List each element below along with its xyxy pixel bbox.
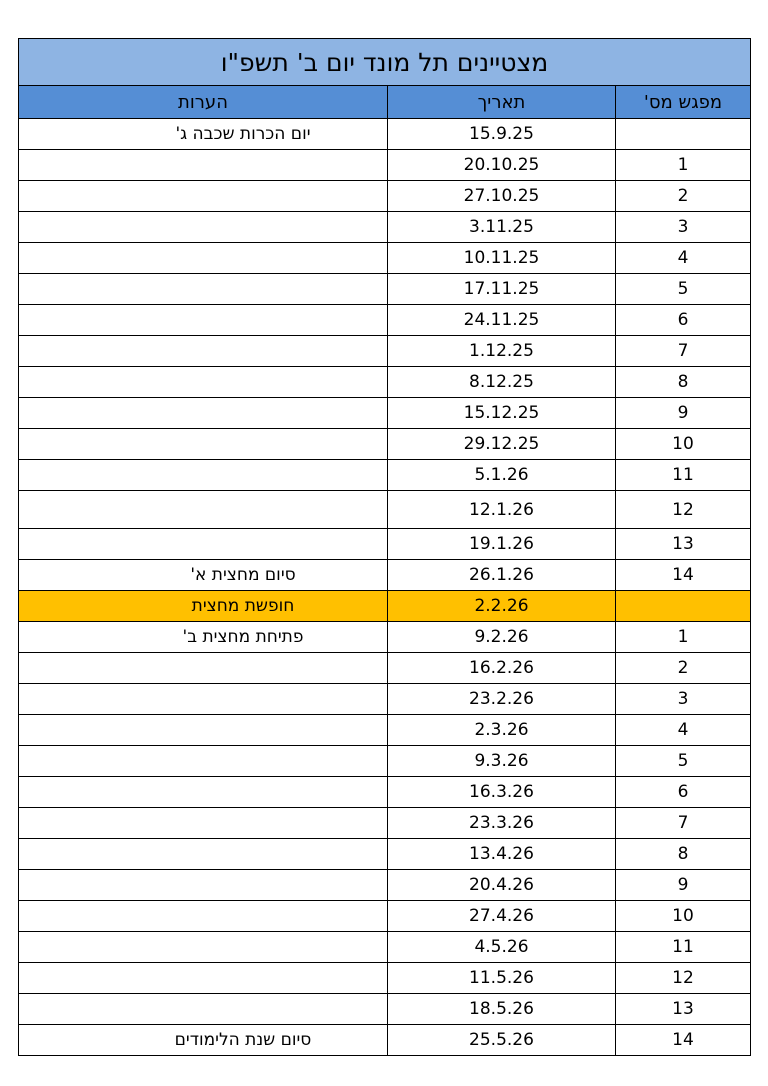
meeting-number-cell: 11: [616, 460, 751, 491]
date-cell: 26.1.26: [388, 560, 616, 591]
notes-cell: [19, 243, 388, 274]
meeting-number-cell: 2: [616, 653, 751, 684]
header-row: [19, 86, 751, 119]
table-row: [19, 460, 751, 491]
meeting-number-cell: 2: [616, 181, 751, 212]
meeting-number-cell: 9: [616, 398, 751, 429]
table-row: [19, 305, 751, 336]
notes-cell: [19, 746, 388, 777]
table-row: [19, 839, 751, 870]
table-title: מצטיינים תל מונד יום ב' תשפ"ו: [19, 39, 751, 86]
date-cell: 16.2.26: [388, 653, 616, 684]
meeting-number-cell: 11: [616, 932, 751, 963]
meeting-number-cell: 12: [616, 963, 751, 994]
meeting-number-cell: 1: [616, 622, 751, 653]
title-row: [19, 39, 751, 86]
table-row: [19, 1025, 751, 1056]
table-row: [19, 963, 751, 994]
date-cell: 19.1.26: [388, 529, 616, 560]
date-cell: 11.5.26: [388, 963, 616, 994]
date-cell: 1.12.25: [388, 336, 616, 367]
table-row: [19, 274, 751, 305]
notes-cell: [19, 994, 388, 1025]
table-row: [19, 994, 751, 1025]
table-row: [19, 622, 751, 653]
meeting-number-cell: 1: [616, 150, 751, 181]
meeting-number-cell: 10: [616, 901, 751, 932]
meeting-number-cell: 6: [616, 305, 751, 336]
table-row: [19, 932, 751, 963]
meeting-number-cell: 3: [616, 684, 751, 715]
notes-cell: [19, 398, 388, 429]
table-row: [19, 808, 751, 839]
table-row: [19, 119, 751, 150]
date-cell: 13.4.26: [388, 839, 616, 870]
date-cell: 15.9.25: [388, 119, 616, 150]
notes-cell: [19, 839, 388, 870]
meeting-number-cell: 6: [616, 777, 751, 808]
table-row: [19, 684, 751, 715]
date-cell: 23.2.26: [388, 684, 616, 715]
meeting-number-cell: 9: [616, 870, 751, 901]
table-row: [19, 560, 751, 591]
meeting-number-cell: 4: [616, 243, 751, 274]
date-cell: 27.4.26: [388, 901, 616, 932]
meeting-number-cell: 7: [616, 808, 751, 839]
notes-cell: [19, 932, 388, 963]
date-cell: 17.11.25: [388, 274, 616, 305]
notes-cell: [19, 305, 388, 336]
notes-cell: פתיחת מחצית ב': [19, 622, 388, 653]
notes-cell: [19, 808, 388, 839]
meeting-number-cell: 14: [616, 1025, 751, 1056]
date-cell: 27.10.25: [388, 181, 616, 212]
notes-cell: [19, 212, 388, 243]
notes-cell: [19, 870, 388, 901]
table-row: [19, 870, 751, 901]
date-cell: 5.1.26: [388, 460, 616, 491]
header-notes: הערות: [19, 86, 388, 119]
table-row: [19, 398, 751, 429]
meeting-number-cell: 14: [616, 560, 751, 591]
date-cell: 8.12.25: [388, 367, 616, 398]
schedule-sheet: [18, 38, 751, 1056]
date-cell: 9.2.26: [388, 622, 616, 653]
notes-cell: [19, 491, 388, 529]
meeting-number-cell: 12: [616, 491, 751, 529]
meeting-number-cell: 5: [616, 746, 751, 777]
meeting-number-cell: 13: [616, 529, 751, 560]
notes-cell: [19, 367, 388, 398]
meeting-number-cell: [616, 119, 751, 150]
date-cell: 12.1.26: [388, 491, 616, 529]
date-cell: 29.12.25: [388, 429, 616, 460]
meeting-number-cell: 10: [616, 429, 751, 460]
date-cell: 15.12.25: [388, 398, 616, 429]
meeting-number-cell: 5: [616, 274, 751, 305]
notes-cell: [19, 529, 388, 560]
table-row: [19, 336, 751, 367]
meeting-number-cell: 13: [616, 994, 751, 1025]
notes-cell: [19, 777, 388, 808]
notes-cell: יום הכרות שכבה ג': [19, 119, 388, 150]
date-cell: 2.2.26: [388, 591, 616, 622]
meeting-number-cell: [616, 591, 751, 622]
meeting-number-cell: 4: [616, 715, 751, 746]
table-row: [19, 367, 751, 398]
notes-cell: [19, 274, 388, 305]
notes-cell: [19, 901, 388, 932]
date-cell: 23.3.26: [388, 808, 616, 839]
table-row: [19, 150, 751, 181]
notes-cell: [19, 653, 388, 684]
notes-cell: [19, 684, 388, 715]
date-cell: 3.11.25: [388, 212, 616, 243]
meeting-number-cell: 3: [616, 212, 751, 243]
notes-cell: [19, 336, 388, 367]
notes-cell: סיום מחצית א': [19, 560, 388, 591]
date-cell: 16.3.26: [388, 777, 616, 808]
table-row: [19, 429, 751, 460]
date-cell: 4.5.26: [388, 932, 616, 963]
header-date: תאריך: [388, 86, 616, 119]
meeting-number-cell: 8: [616, 839, 751, 870]
date-cell: 25.5.26: [388, 1025, 616, 1056]
table-row: [19, 529, 751, 560]
notes-cell: [19, 150, 388, 181]
date-cell: 2.3.26: [388, 715, 616, 746]
table-row: [19, 181, 751, 212]
table-row: [19, 777, 751, 808]
table-row: [19, 243, 751, 274]
schedule-table: [18, 38, 751, 1056]
date-cell: 9.3.26: [388, 746, 616, 777]
notes-cell: סיום שנת הלימודים: [19, 1025, 388, 1056]
table-row: [19, 653, 751, 684]
date-cell: 20.4.26: [388, 870, 616, 901]
meeting-number-cell: 8: [616, 367, 751, 398]
table-row: [19, 715, 751, 746]
meeting-number-cell: 7: [616, 336, 751, 367]
notes-cell: [19, 181, 388, 212]
date-cell: 20.10.25: [388, 150, 616, 181]
notes-cell: [19, 963, 388, 994]
notes-cell: [19, 715, 388, 746]
notes-cell: [19, 460, 388, 491]
date-cell: 24.11.25: [388, 305, 616, 336]
table-row-highlighted: [19, 591, 751, 622]
date-cell: 10.11.25: [388, 243, 616, 274]
table-row: [19, 212, 751, 243]
table-row: [19, 746, 751, 777]
notes-cell: חופשת מחצית: [19, 591, 388, 622]
notes-cell: [19, 429, 388, 460]
table-body: [19, 119, 751, 1056]
date-cell: 18.5.26: [388, 994, 616, 1025]
header-meeting-number: מפגש מס': [616, 86, 751, 119]
table-row: [19, 491, 751, 529]
table-row: [19, 901, 751, 932]
